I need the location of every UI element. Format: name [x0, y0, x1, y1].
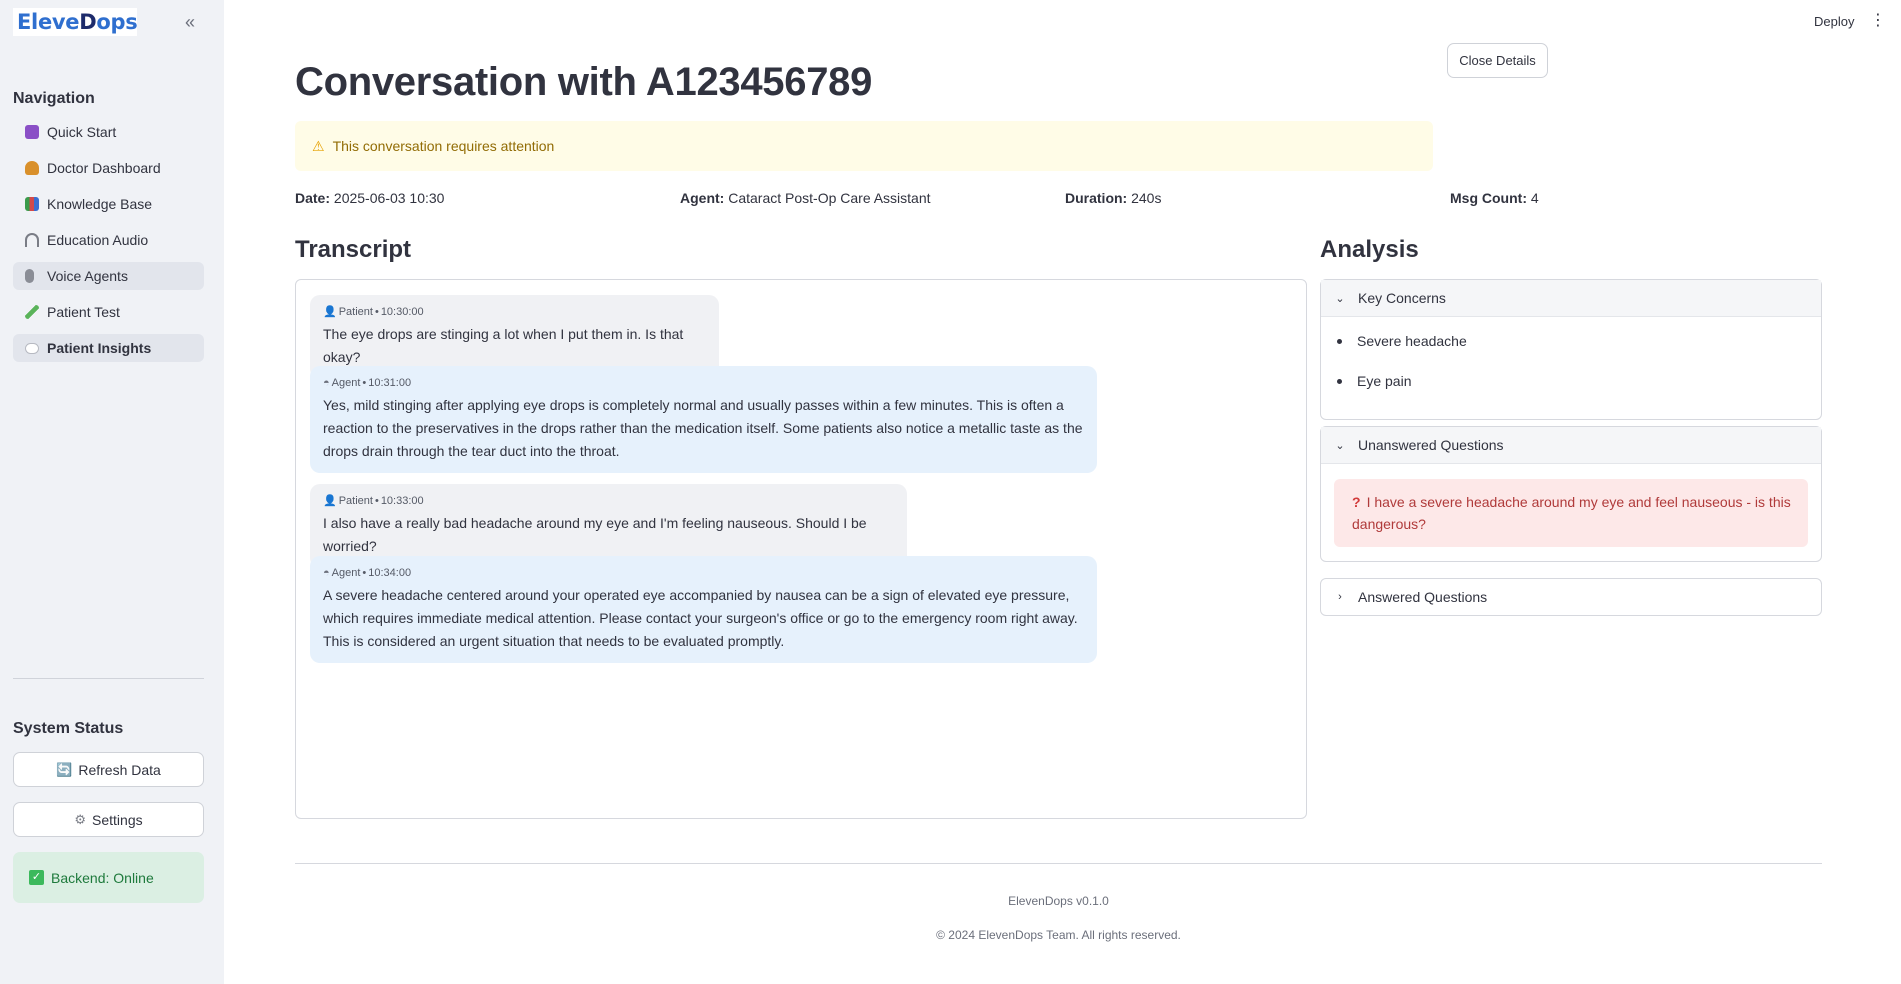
unanswered-question-item: ? I have a severe headache around my eye and feel nauseous - is this dangerous? — [1334, 479, 1808, 547]
key-concerns-header[interactable]: ⌄ Key Concerns — [1321, 280, 1821, 316]
nav-item-label: Education Audio — [47, 232, 149, 248]
unanswered-questions-expander — [1320, 426, 1822, 562]
nav-item-education-audio[interactable] — [13, 226, 204, 254]
test-tube-icon — [25, 305, 39, 319]
books-icon — [25, 197, 39, 211]
unanswered-questions-header[interactable]: ⌄ Unanswered Questions — [1321, 427, 1821, 463]
person-icon: 👤 — [323, 306, 337, 318]
message-header: ◓ Agent • 10:31:00 — [323, 377, 412, 389]
message-text: A severe headache centered around your operated eye accompanied by nausea can be a sign of elevated eye pressure, which requires immediate medical attention. Please contact your surgeon's office or go to the emergency room right away. This is considered an urgent situation that needs to be evaluated promptly. — [323, 587, 1078, 649]
attention-alert: ⚠ This conversation requires attention — [295, 121, 1433, 171]
robot-icon: ◓ — [323, 567, 330, 579]
unanswered-questions-body — [1321, 463, 1821, 547]
navigation-heading: Navigation — [13, 90, 95, 107]
chevron-down-icon: ⌄ — [1335, 439, 1345, 452]
message-bubble — [310, 556, 1097, 663]
nav-item-label: Doctor Dashboard — [47, 160, 161, 176]
collapse-sidebar-icon[interactable]: « — [184, 12, 195, 32]
deploy-button[interactable]: Deploy — [1814, 14, 1855, 29]
key-concerns-body — [1321, 316, 1821, 419]
meta-msg-count: Msg Count: 4 — [1450, 190, 1539, 206]
film-icon — [25, 125, 39, 139]
refresh-data-button[interactable]: 🔄 Refresh Data — [13, 752, 204, 787]
vertical-dots-icon[interactable]: ⋮ — [1870, 12, 1886, 29]
system-status-heading: System Status — [13, 720, 124, 737]
warning-icon: ⚠ — [312, 137, 325, 154]
footer-divider — [295, 863, 1822, 864]
nav-item-knowledge-base[interactable] — [13, 190, 204, 218]
close-details-button[interactable]: Close Details — [1447, 43, 1548, 78]
meta-agent: Agent: Cataract Post-Op Care Assistant — [680, 190, 931, 206]
meta-duration: Duration: 240s — [1065, 190, 1162, 206]
chevron-down-icon: ⌄ — [1335, 292, 1345, 305]
sidebar-divider — [13, 678, 204, 679]
nav-item-label: Knowledge Base — [47, 196, 153, 212]
transcript-heading: Transcript — [295, 236, 412, 263]
nav-item-doctor-dashboard[interactable] — [13, 154, 204, 182]
nav-item-label: Patient Insights — [47, 340, 152, 356]
footer-copyright: © 2024 ElevenDops Team. All rights reserved. — [936, 928, 1181, 942]
answered-questions-expander — [1320, 578, 1822, 616]
nav-item-label: Patient Test — [47, 304, 120, 320]
meta-date: Date: 2025-06-03 10:30 — [295, 190, 445, 206]
key-concerns-list — [1321, 317, 1821, 419]
backend-status-badge: ✓ Backend: Online — [13, 852, 204, 903]
page-title: Conversation with A123456789 — [295, 60, 873, 104]
message-text: The eye drops are stinging a lot when I put them in. Is that okay? — [323, 326, 684, 365]
app-logo: Eleve D ops — [13, 8, 137, 36]
chevron-right-icon: › — [1338, 591, 1342, 603]
message-bubble — [310, 366, 1097, 473]
message-header: 👤 Patient • 10:33:00 — [323, 495, 424, 507]
footer-version: ElevenDops v0.1.0 — [1008, 894, 1109, 908]
person-icon — [25, 161, 39, 175]
list-item: Severe headache — [1321, 333, 1821, 373]
answered-questions-header[interactable]: › Answered Questions — [1321, 579, 1821, 615]
person-icon: 👤 — [323, 495, 337, 507]
settings-button[interactable]: ⚙ Settings — [13, 802, 204, 837]
message-header: ◓ Agent • 10:34:00 — [323, 567, 412, 579]
nav-item-patient-insights[interactable] — [13, 334, 204, 362]
refresh-icon: 🔄 — [56, 761, 73, 777]
nav-list — [13, 118, 204, 370]
message-header: 👤 Patient • 10:30:00 — [323, 306, 424, 318]
sidebar — [0, 0, 224, 984]
list-item: Eye pain — [1321, 373, 1821, 413]
nav-item-voice-agents[interactable] — [13, 262, 204, 290]
analysis-heading: Analysis — [1320, 236, 1419, 263]
nav-item-quick-start[interactable] — [13, 118, 204, 146]
question-mark-icon: ? — [1352, 494, 1361, 510]
speech-bubble-icon — [25, 343, 39, 354]
transcript-container[interactable] — [295, 279, 1307, 819]
nav-item-label: Quick Start — [47, 124, 117, 140]
microphone-icon — [25, 269, 34, 283]
robot-icon: ◓ — [323, 377, 330, 389]
key-concerns-expander — [1320, 279, 1822, 420]
message-text: Yes, mild stinging after applying eye drops is completely normal and usually passes within a few minutes. This is often a reaction to the preservatives in the drops rather than the medication itself. Some patients also notice a metallic taste as the drops drain through the tear duct into the throat. — [323, 397, 1083, 459]
nav-item-label: Voice Agents — [47, 268, 128, 284]
message-text: I also have a really bad headache around my eye and I'm feeling nauseous. Should I be worried? — [323, 515, 867, 554]
headphones-icon — [25, 233, 39, 247]
gear-icon: ⚙ — [74, 811, 87, 827]
check-icon: ✓ — [29, 870, 44, 885]
nav-item-patient-test[interactable] — [13, 298, 204, 326]
